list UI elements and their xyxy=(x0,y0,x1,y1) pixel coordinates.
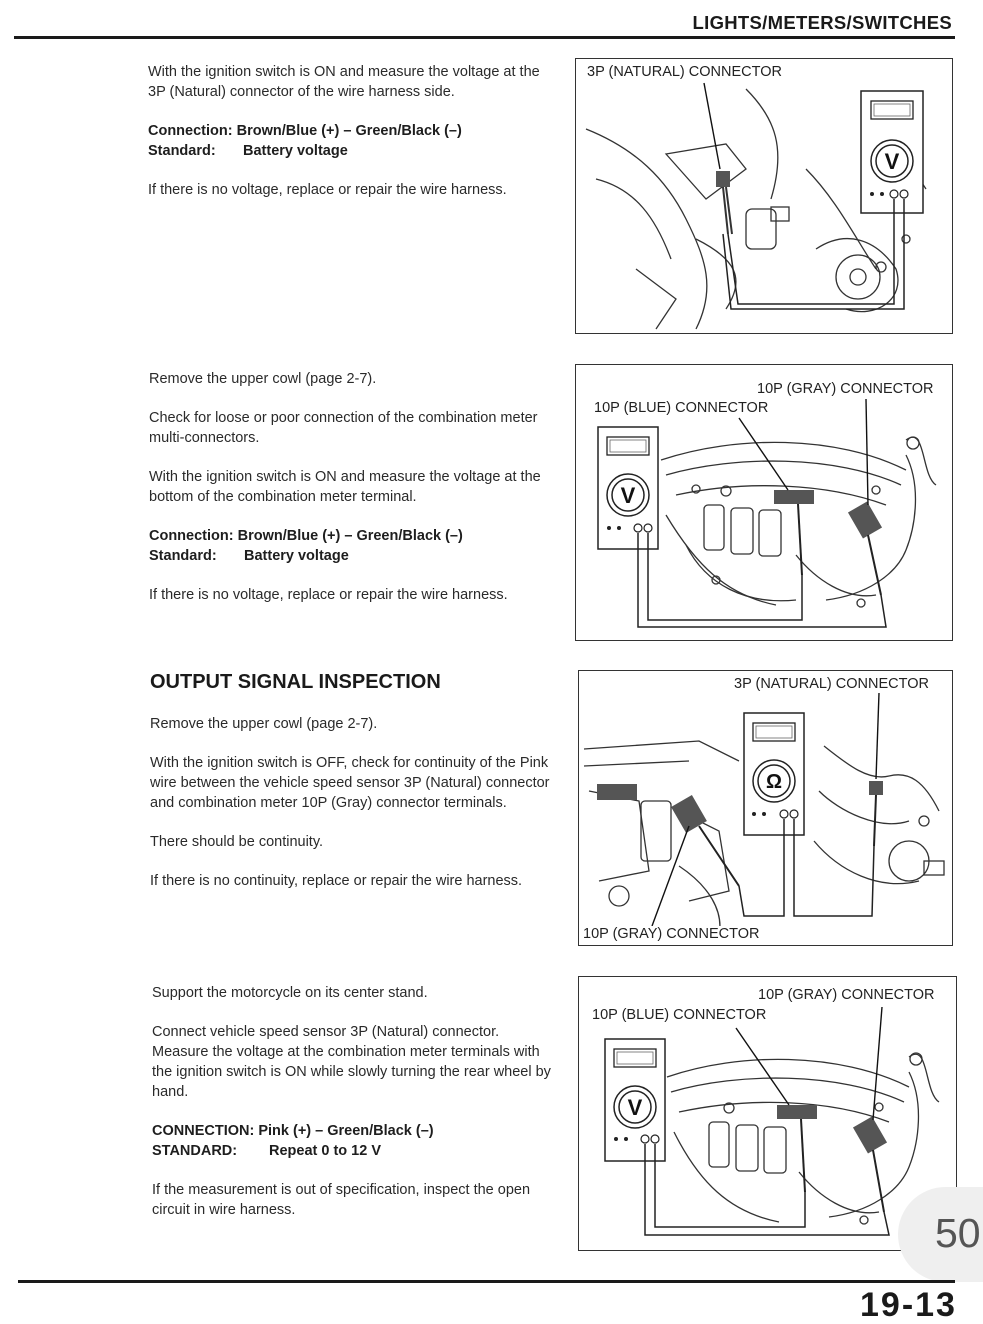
spec-standard-value: Battery voltage xyxy=(243,143,348,159)
spec-standard-label: STANDARD: xyxy=(152,1143,238,1159)
section-title: OUTPUT SIGNAL INSPECTION xyxy=(150,671,441,693)
instruction-block-2 xyxy=(149,369,554,624)
meter-symbol: V xyxy=(627,1095,643,1120)
paragraph: With the ignition switch is ON and measure the voltage at the bottom of the combination meter terminal. xyxy=(149,469,541,505)
paragraph: With the ignition switch is ON and measure the voltage at the 3P (Natural) connector of the wire harness side. xyxy=(148,64,540,100)
spec-standard-label: Standard: xyxy=(148,143,216,159)
spec-connection-label: Connection: xyxy=(148,123,233,139)
footer-rule xyxy=(18,1280,955,1283)
spec-connection xyxy=(149,526,554,546)
figure-4-signal-voltage xyxy=(578,976,957,1251)
paragraph: Remove the upper cowl (page 2-7). xyxy=(149,371,377,387)
closing-paragraph: If there is no voltage, replace or repair the wire harness. xyxy=(148,182,507,198)
paragraph: There should be continuity. xyxy=(150,834,324,850)
spec-standard-value: Battery voltage xyxy=(244,548,349,564)
figure-label: 10P (GRAY) CONNECTOR xyxy=(583,926,760,942)
paragraph: Remove the upper cowl (page 2-7). xyxy=(150,716,378,732)
page-number: 19-13 xyxy=(860,1286,957,1324)
figure-label: 3P (NATURAL) CONNECTOR xyxy=(587,64,782,80)
spec-standard xyxy=(152,1141,557,1161)
meter-symbol: V xyxy=(884,149,900,174)
figure-1-illustration xyxy=(576,59,952,333)
spec-standard-label: Standard: xyxy=(149,548,217,564)
figure-label: 10P (BLUE) CONNECTOR xyxy=(594,400,769,416)
figure-label: 10P (GRAY) CONNECTOR xyxy=(758,987,935,1003)
figure-label: 10P (GRAY) CONNECTOR xyxy=(757,381,934,397)
instruction-block-4 xyxy=(152,983,557,1239)
closing-paragraph: If there is no continuity, replace or repair the wire harness. xyxy=(150,873,523,889)
closing-paragraph: If the measurement is out of specification, inspect the open circuit in wire harness. xyxy=(152,1182,531,1218)
figure-3-continuity-check xyxy=(578,670,953,946)
spec-connection-value: Pink (+) – Green/Black (–) xyxy=(258,1123,434,1139)
paragraph: Connect vehicle speed sensor 3P (Natural) connector. Measure the voltage at the combination meter terminals with the ignition switch is ON while slowly turning the rear wheel by hand. xyxy=(152,1024,551,1100)
meter-symbol: Ω xyxy=(765,771,783,793)
section-header-title: LIGHTS/METERS/SWITCHES xyxy=(692,12,952,33)
paragraph: Support the motorcycle on its center stand. xyxy=(152,985,428,1001)
figure-1-natural-connector-voltage xyxy=(575,58,953,334)
header-rule xyxy=(14,36,955,39)
instruction-block-3 xyxy=(150,714,555,910)
spec-connection xyxy=(152,1121,557,1141)
spec-connection-value: Brown/Blue (+) – Green/Black (–) xyxy=(236,123,462,139)
figure-label: 3P (NATURAL) CONNECTOR xyxy=(734,676,929,692)
closing-paragraph: If there is no voltage, replace or repair the wire harness. xyxy=(149,587,508,603)
spec-connection-value: Brown/Blue (+) – Green/Black (–) xyxy=(237,528,463,544)
spec-connection xyxy=(148,121,553,141)
instruction-block-1 xyxy=(148,62,553,219)
paragraph: With the ignition switch is OFF, check for continuity of the Pink wire between the vehicle speed sensor 3P (Natural) connector and combination meter 10P (Gray) connector terminals. xyxy=(150,755,550,811)
figure-label: 10P (BLUE) CONNECTOR xyxy=(592,1007,767,1023)
spec-standard xyxy=(149,546,554,566)
meter-symbol: V xyxy=(620,483,636,508)
figure-3-illustration xyxy=(579,671,952,945)
spec-connection-label: CONNECTION: xyxy=(152,1123,255,1139)
paragraph: Check for loose or poor connection of the combination meter multi-connectors. xyxy=(149,410,538,446)
spec-standard xyxy=(148,141,553,161)
figure-2-meter-connectors-voltage xyxy=(575,364,953,641)
spec-connection-label: Connection: xyxy=(149,528,234,544)
chapter-tab-number: 50 xyxy=(935,1210,981,1256)
spec-standard-value: Repeat 0 to 12 V xyxy=(269,1143,382,1159)
